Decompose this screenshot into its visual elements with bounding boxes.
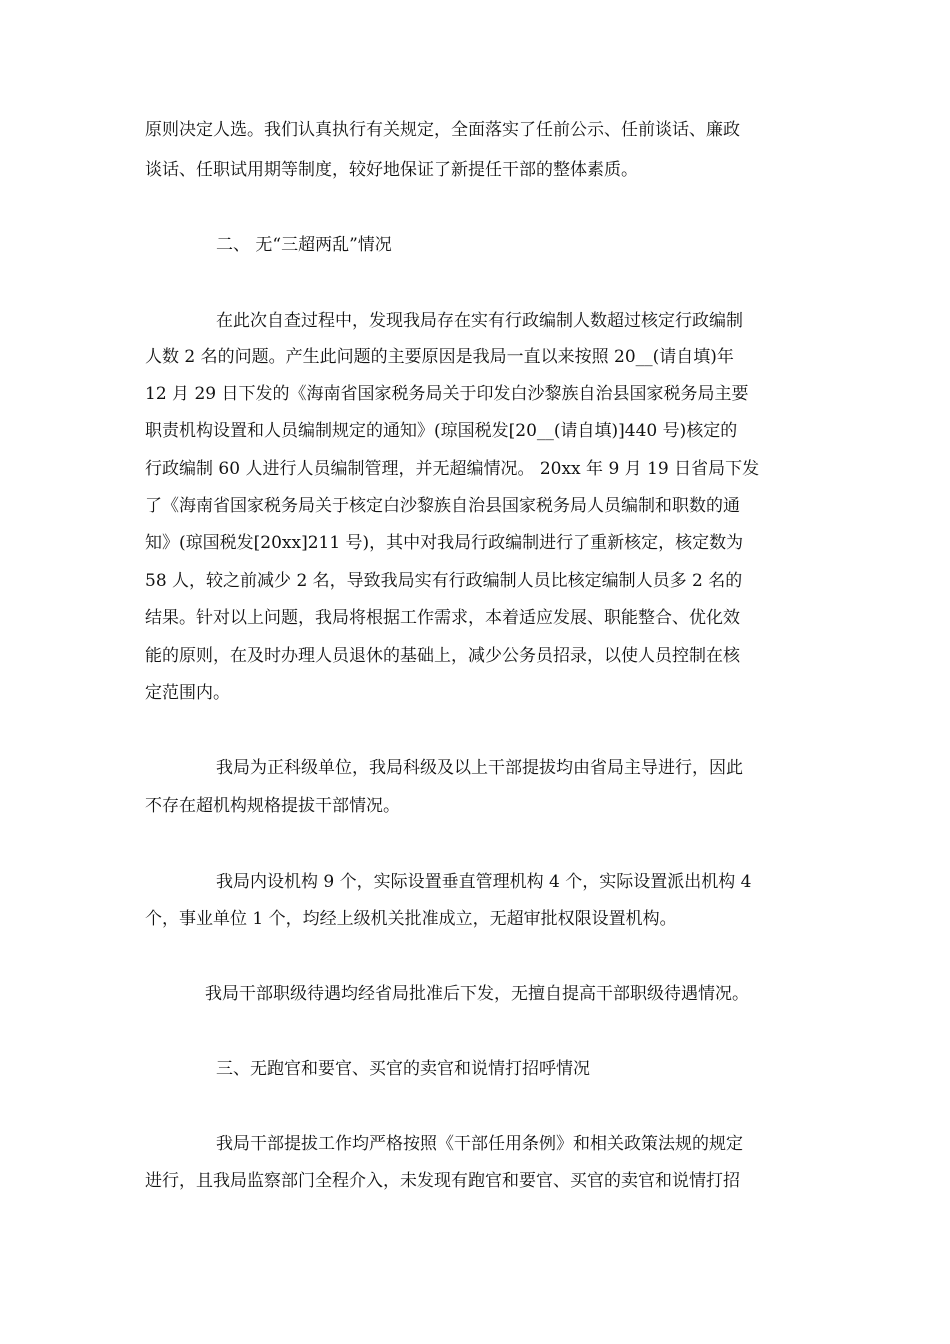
paragraph-line: 谈话、任职试用期等制度，较好地保证了新提任干部的整体素质。 [145,160,638,180]
paragraph-line: 结果。针对以上问题，我局将根据工作需求，本着适应发展、职能整合、优化效 [145,608,740,628]
paragraph-line: 在此次自查过程中，发现我局存在实有行政编制人数超过核定行政编制 [216,311,743,331]
paragraph-line: 职责机构设置和人员编制规定的通知》(琼国税发[20__(请自填)]440 号)核定的 [145,421,738,441]
paragraph-line: 知》(琼国税发[20xx]211 号)，其中对我局行政编制进行了重新核定，核定数为 [145,533,744,553]
section-heading-2: 二、 无“三超两乱”情况 [216,235,392,255]
paragraph-line: 行政编制 60 人进行人员编制管理，并无超编情况。 20xx 年 9 月 19 日省局下发 [145,459,760,479]
paragraph-line: 58 人，较之前减少 2 名，导致我局实有行政编制人员比核定编制人员多 2 名的 [145,571,743,591]
paragraph-line: 12 月 29 日下发的《海南省国家税务局关于印发白沙黎族自治县国家税务局主要 [145,384,749,404]
paragraph-line: 我局为正科级单位，我局科级及以上干部提拔均由省局主导进行，因此 [216,758,743,778]
paragraph-line: 我局干部提拔工作均严格按照《干部任用条例》和相关政策法规的规定 [216,1134,743,1154]
paragraph-line: 了《海南省国家税务局关于核定白沙黎族自治县国家税务局人员编制和职数的通 [145,496,740,516]
paragraph-line: 进行，且我局监察部门全程介入，未发现有跑官和要官、买官的卖官和说情打招 [145,1171,740,1191]
paragraph-line: 我局干部职级待遇均经省局批准后下发，无擅自提高干部职级待遇情况。 [205,984,749,1004]
paragraph-line: 个，事业单位 1 个，均经上级机关批准成立，无超审批权限设置机构。 [145,909,677,929]
paragraph-line: 定范围内。 [145,683,230,703]
paragraph-line: 能的原则，在及时办理人员退休的基础上，减少公务员招录，以使人员控制在核 [145,646,740,666]
paragraph-line: 不存在超机构规格提拔干部情况。 [145,796,400,816]
paragraph-line: 原则决定人选。我们认真执行有关规定，全面落实了任前公示、任前谈话、廉政 [145,120,740,140]
section-heading-3: 三、无跑官和要官、买官的卖官和说情打招呼情况 [216,1059,590,1079]
paragraph-line: 我局内设机构 9 个，实际设置垂直管理机构 4 个，实际设置派出机构 4 [216,872,752,892]
paragraph-line: 人数 2 名的问题。产生此问题的主要原因是我局一直以来按照 20__(请自填)年 [145,347,734,367]
